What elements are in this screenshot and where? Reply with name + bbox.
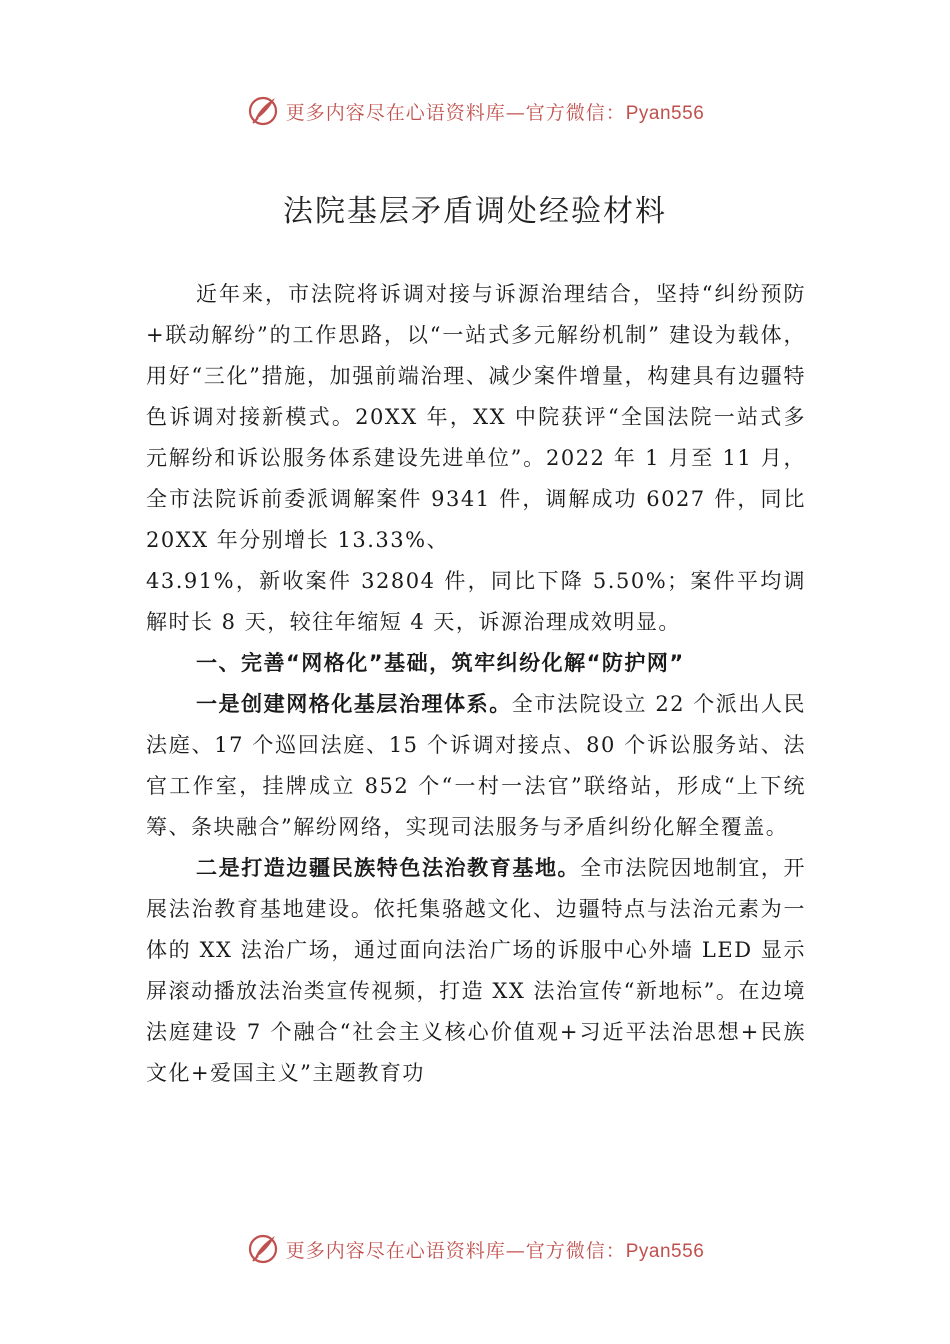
item-paragraph-2 — [146, 848, 806, 1094]
wechat-id: Pyan556 — [625, 102, 705, 124]
document-body — [146, 274, 806, 1094]
section-heading-1: 一、完善“网格化”基础，筑牢纠纷化解“防护网” — [196, 651, 685, 675]
header-watermark — [0, 94, 950, 128]
quill-pen-icon — [246, 94, 280, 128]
quill-pen-icon — [246, 1232, 280, 1266]
document-title: 法院基层矛盾调处经验材料 — [283, 194, 667, 229]
item-1-body: 全市法院设立 22 个派出人民法庭、17 个巡回法庭、15 个诉调对接点、80 个诉讼服务站、法官工作室，挂牌成立 852 个“一村一法官”联络站，形成“上下统筹、条块融合”解纷网络，实现司法服务与矛盾纠纷化解全覆盖。 — [146, 692, 806, 839]
item-1-lead: 一是创建网格化基层治理体系。 — [196, 692, 512, 716]
watermark-text: 更多内容尽在心语资料库—官方微信：Pyan556 — [285, 1239, 705, 1262]
item-2-body: 全市法院因地制宜，开展法治教育基地建设。依托集骆越文化、边疆特点与法治元素为一体的 XX 法治广场，通过面向法治广场的诉服中心外墙 LED 显示屏滚动播放法治类宣传视频，打造 XX 法治宣传“新地标”。在边境法庭建设 7 个融合“社会主义核心价值观+习近平法治思想+民族文化+爱国主义”主题教育功 — [146, 856, 807, 1085]
wechat-id: Pyan556 — [625, 1240, 705, 1262]
intro-paragraph-1: 近年来，市法院将诉调对接与诉源治理结合，坚持“纠纷预防+联动解纷”的工作思路，以“一站式多元解纷机制” 建设为载体，用好“三化”措施，加强前端治理、减少案件增量，构建具有边疆特色诉调对接新模式。20XX 年，XX 中院获评“全国法院一站式多元解纷和诉讼服务体系建设先进单位”。2022 年 1 月至 11 月，全市法院诉前委派调解案件 9341 件，调解成功 6027 件，同比 20XX 年分别增长 13.33%、 — [146, 282, 806, 552]
item-2-lead: 二是打造边疆民族特色法治教育基地。 — [196, 856, 581, 880]
intro-paragraph-2: 43.91%，新收案件 32804 件，同比下降 5.50%；案件平均调解时长 8 天，较往年缩短 4 天，诉源治理成效明显。 — [146, 569, 806, 634]
watermark-text: 更多内容尽在心语资料库—官方微信：Pyan556 — [285, 101, 705, 124]
item-paragraph-1 — [146, 684, 806, 848]
footer-watermark — [0, 1232, 950, 1266]
